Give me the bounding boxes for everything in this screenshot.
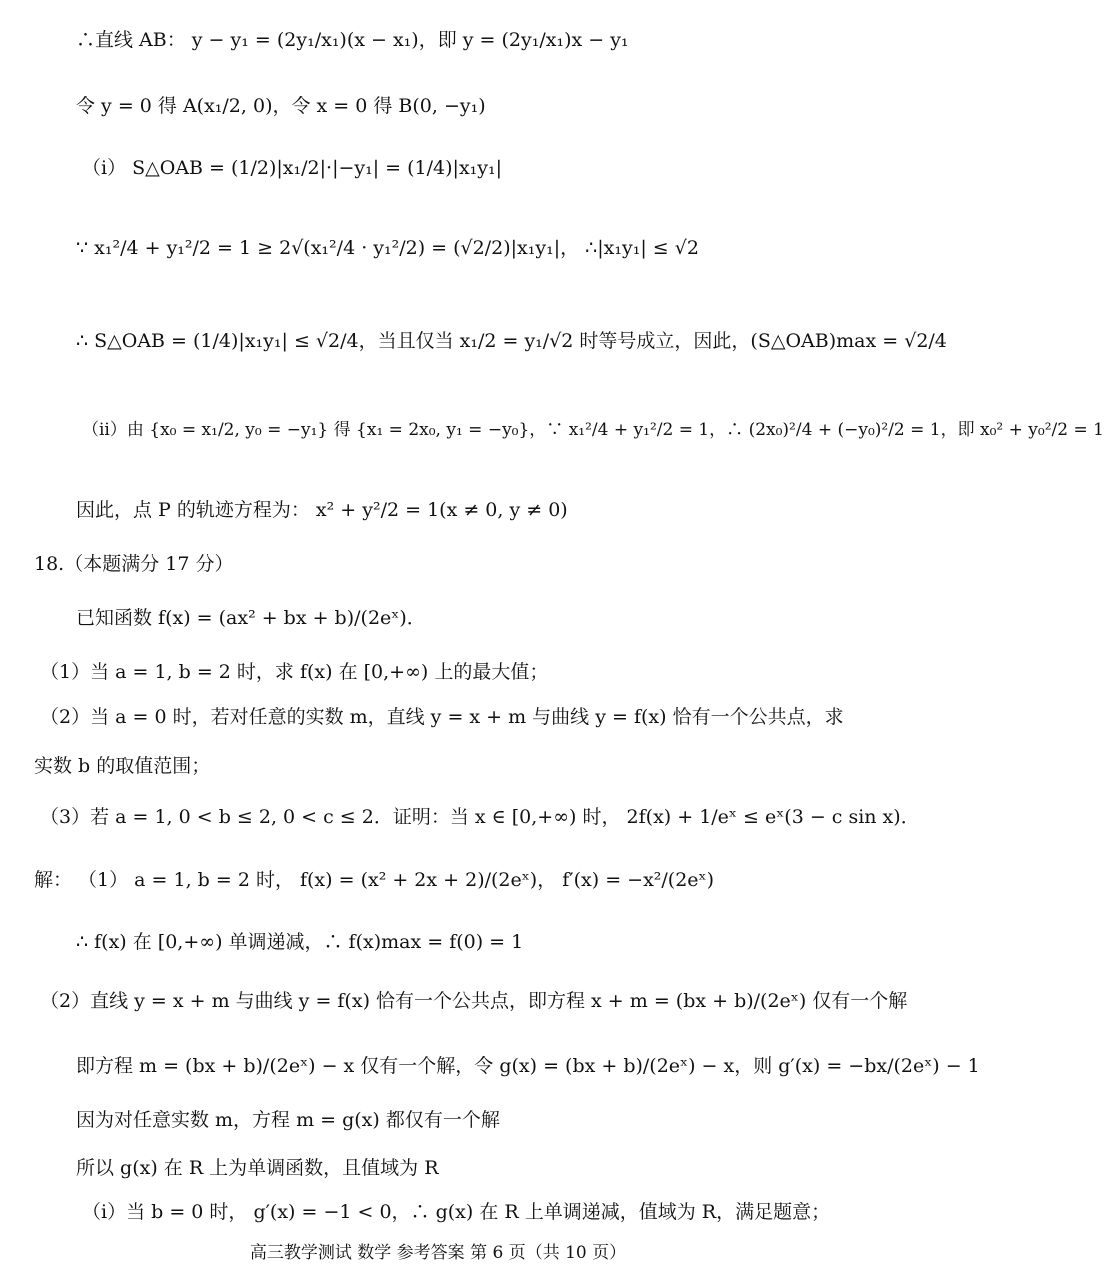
text-line: ∴ f(x) 在 [0,+∞) 单调递减，∴ f(x)max = f(0) = 1: [76, 931, 524, 953]
text-line: （2）直线 y = x + m 与曲线 y = f(x) 恰有一个公共点，即方程 x + m = (bx + b)/(2eˣ) 仅有一个解: [40, 990, 908, 1012]
text-line: 因为对任意实数 m，方程 m = g(x) 都仅有一个解: [76, 1109, 500, 1131]
text-line: （1）当 a = 1, b = 2 时，求 f(x) 在 [0,+∞) 上的最大值；: [40, 661, 549, 683]
text-line: 因此，点 P 的轨迹方程为： x² + y²/2 = 1(x ≠ 0, y ≠ 0): [76, 499, 568, 521]
text-line: （i） S△OAB = (1/2)|x₁/2|·|−y₁| = (1/4)|x₁y₁|: [82, 157, 503, 179]
section-heading: 18.（本题满分 17 分）: [34, 553, 234, 575]
text-line: 令 y = 0 得 A(x₁/2, 0)，令 x = 0 得 B(0, −y₁): [76, 95, 486, 117]
text-line: ∴ S△OAB = (1/4)|x₁y₁| ≤ √2/4，当且仅当 x₁/2 = y₁/√2 时等号成立，因此，(S△OAB)max = √2/4: [76, 330, 947, 352]
text-line: （ii）由 {x₀ = x₁/2, y₀ = −y₁} 得 {x₁ = 2x₀, y₁ = −y₀}，∵ x₁²/4 + y₁²/2 = 1，∴ (2x₀)²/4 + (−y₀)²/2 = 1，即 x₀² + y₀²/2 = 1: [82, 420, 1104, 440]
text-line: 已知函数 f(x) = (ax² + bx + b)/(2eˣ)．: [76, 607, 426, 629]
text-line: （3）若 a = 1, 0 < b ≤ 2, 0 < c ≤ 2．证明：当 x ∈ [0,+∞) 时， 2f(x) + 1/eˣ ≤ eˣ(3 − c sin x)．: [40, 806, 920, 828]
text-line: （i）当 b = 0 时， g′(x) = −1 < 0，∴ g(x) 在 R 上单调递减，值域为 R，满足题意；: [82, 1201, 831, 1223]
text-line: 解： （1） a = 1, b = 2 时， f(x) = (x² + 2x + 2)/(2eˣ)， f′(x) = −x²/(2eˣ): [34, 869, 715, 891]
text-line: ∵ x₁²/4 + y₁²/2 = 1 ≥ 2√(x₁²/4 · y₁²/2) = (√2/2)|x₁y₁|， ∴|x₁y₁| ≤ √2: [76, 237, 699, 259]
text-line: 即方程 m = (bx + b)/(2eˣ) − x 仅有一个解，令 g(x) = (bx + b)/(2eˣ) − x，则 g′(x) = −bx/(2eˣ) − 1: [76, 1055, 980, 1077]
text-line: 所以 g(x) 在 R 上为单调函数，且值域为 R: [76, 1157, 439, 1179]
text-line: （2）当 a = 0 时，若对任意的实数 m，直线 y = x + m 与曲线 y = f(x) 恰有一个公共点，求: [40, 706, 844, 728]
text-line: ∴直线 AB： y − y₁ = (2y₁/x₁)(x − x₁)，即 y = (2y₁/x₁)x − y₁: [76, 29, 629, 51]
page-footer: 高三教学测试 数学 参考答案 第 6 页（共 10 页）: [249, 1243, 627, 1263]
text-line: 实数 b 的取值范围；: [34, 755, 211, 777]
